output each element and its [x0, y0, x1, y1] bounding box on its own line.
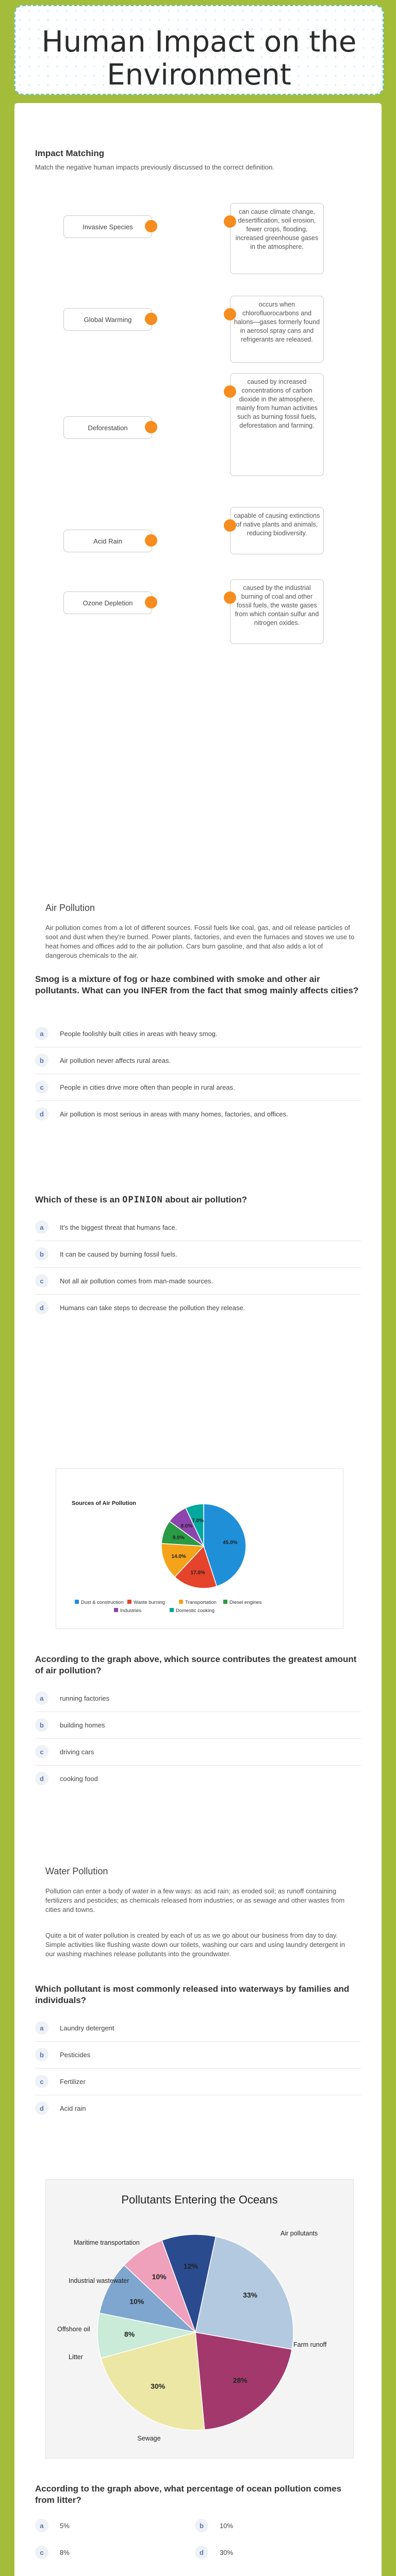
option-text: driving cars — [60, 1748, 94, 1756]
option-letter: b — [35, 1247, 48, 1261]
match-definition[interactable]: can cause climate change, desertification, soil erosion, fewer crops, flooding, increased greenhouse gases in the atmosphere. — [230, 203, 324, 274]
option-letter: c — [35, 1745, 48, 1758]
q2-question — [35, 1194, 361, 1206]
answer-option-a[interactable] — [35, 2514, 185, 2537]
legend-swatch — [170, 1608, 174, 1612]
answer-option-a[interactable] — [35, 1687, 355, 1709]
option-divider — [35, 1294, 361, 1295]
answer-option-b[interactable] — [35, 1243, 355, 1265]
answer-option-d[interactable] — [35, 1103, 355, 1125]
slice-value-label: 12% — [184, 2262, 199, 2270]
answer-option-d[interactable] — [35, 2097, 355, 2120]
option-text: 5% — [60, 2521, 70, 2530]
option-letter: d — [35, 1301, 48, 1314]
option-divider — [35, 2068, 361, 2069]
q5-question: According to the graph above, what percentage of ocean pollution comes from litter? — [35, 2484, 342, 2505]
category-label: Offshore oil — [57, 2326, 90, 2333]
slice-value-label: 8% — [124, 2330, 135, 2338]
option-letter: c — [35, 1274, 48, 1287]
match-term[interactable] — [63, 308, 152, 331]
option-letter: a — [35, 1027, 48, 1040]
water-heading: Water Pollution — [45, 1866, 108, 1876]
option-text: It can be caused by burning fossil fuels. — [60, 1250, 177, 1258]
match-definition-connector-dot[interactable] — [224, 215, 236, 228]
match-definition-connector-dot[interactable] — [224, 385, 236, 398]
option-text: building homes — [60, 1721, 105, 1729]
answer-option-c[interactable] — [35, 1076, 355, 1098]
category-label: Farm runoff — [293, 2341, 327, 2348]
option-text: running factories — [60, 1694, 110, 1702]
slice-value-label: 45.0% — [223, 1539, 238, 1546]
match-definition[interactable]: caused by the industrial burning of coal and other fossil fuels, the waste gases from which contain sulfur and nitrogen oxides. — [230, 579, 324, 644]
slice-value-label: 17.0% — [190, 1570, 205, 1576]
matching-instructions: Match the negative human impacts previously discussed to the correct definition. — [35, 163, 274, 171]
match-definition[interactable]: capable of causing extinctions of native plants and animals, reducing biodiversity. — [230, 507, 324, 554]
match-term-connector-dot[interactable] — [145, 421, 157, 433]
option-letter: a — [35, 2021, 48, 2035]
category-label: Sewage — [137, 2435, 161, 2442]
match-term-label: Ozone Depletion — [82, 599, 133, 607]
option-divider — [35, 2041, 361, 2042]
q1-question: Smog is a mixture of fog or haze combined with smoke and other air pollutants. What can you INFER from the fact that smog mainly affects cities? — [35, 974, 359, 995]
match-definition-connector-dot[interactable] — [224, 591, 236, 604]
legend-label: Domestic cooking — [176, 1608, 214, 1614]
air-pollution-chart — [56, 1468, 343, 1629]
option-divider — [35, 1765, 361, 1766]
option-text: Fertilizer — [60, 2077, 86, 2086]
match-term-label: Acid Rain — [93, 537, 122, 545]
option-letter: b — [35, 2048, 48, 2061]
legend-swatch — [127, 1600, 131, 1604]
option-letter: c — [35, 2075, 48, 2088]
option-text: People foolishly built cities in areas with heavy smog. — [60, 1029, 218, 1038]
water-body-2: Quite a bit of water pollution is created by each of us as we go about our business from day to day. Simple activities like flushing waste down our toilets, washing our cars and using laundry detergent in our washing machines release pollutants into the groundwater. — [45, 1931, 345, 1958]
matching-heading: Impact Matching — [35, 148, 105, 158]
match-definition[interactable]: caused by increased concentrations of carbon dioxide in the atmosphere, mainly from human activities such as burning fossil fuels, deforestation and farming. — [230, 373, 324, 476]
legend-swatch — [223, 1600, 227, 1604]
option-letter: d — [35, 1107, 48, 1121]
slice-value-label: 14.0% — [171, 1554, 186, 1560]
air-body: Air pollution comes from a lot of different sources. Fossil fuels like coal, gas, and oil release particles of soot and dust when they're burned. Power plants, factories, and even the furnaces and stoves we use to heat homes and offices add to the air pollution. Cars burn gasoline, and that also adds a lot of dangerous chemicals to the air. — [45, 924, 355, 959]
option-text: Air pollution is most serious in areas with many homes, factories, and offices. — [60, 1110, 288, 1118]
answer-option-c[interactable] — [35, 1740, 355, 1763]
option-letter: a — [35, 1691, 48, 1705]
answer-option-d[interactable] — [35, 1767, 355, 1790]
option-letter: d — [35, 2102, 48, 2115]
option-text: People in cities drive more often than people in rural areas. — [60, 1083, 235, 1091]
legend-label: Transportation — [185, 1600, 217, 1605]
option-text: Air pollution never affects rural areas. — [60, 1056, 171, 1064]
q2-question-emphasis: OPINION — [122, 1195, 163, 1205]
answer-option-b[interactable] — [35, 1049, 355, 1072]
option-letter: a — [35, 2519, 48, 2532]
option-letter: b — [35, 1054, 48, 1067]
answer-option-c[interactable] — [35, 1269, 355, 1292]
match-term-label: Invasive Species — [82, 223, 133, 231]
option-text: 10% — [220, 2521, 234, 2530]
option-letter: c — [35, 1080, 48, 1094]
option-text: Pesticides — [60, 2050, 91, 2059]
answer-option-a[interactable] — [35, 2016, 355, 2039]
slice-value-label: 9.0% — [172, 1535, 185, 1541]
slice-value-label: 33% — [243, 2291, 258, 2299]
ocean-pollutants-chart — [45, 2179, 354, 2459]
option-letter: d — [35, 1772, 48, 1785]
option-letter: c — [35, 2546, 48, 2559]
title-card — [14, 5, 384, 95]
option-letter: d — [195, 2546, 208, 2559]
legend-swatch — [114, 1608, 118, 1612]
match-term-connector-dot[interactable] — [145, 313, 157, 325]
answer-option-a[interactable] — [35, 1216, 355, 1239]
answer-option-b[interactable] — [35, 2043, 355, 2066]
match-term[interactable] — [63, 215, 152, 238]
match-term[interactable] — [63, 416, 152, 439]
option-text: Humans can take steps to decrease the pollution they release. — [60, 1303, 245, 1312]
match-term[interactable] — [63, 530, 152, 552]
page-title: Human Impact on the Environment — [41, 25, 357, 92]
match-term-label: Deforestation — [88, 423, 128, 432]
option-text: It's the biggest threat that humans face. — [60, 1223, 177, 1231]
legend-label: Waste burning — [134, 1600, 165, 1605]
option-text: 8% — [60, 2548, 70, 2556]
legend-label: Diesel engines — [229, 1600, 262, 1605]
slice-value-label: 10% — [152, 2273, 167, 2281]
q4-question: Which pollutant is most commonly released into waterways by families and individuals? — [35, 1984, 350, 2005]
answer-option-d[interactable] — [195, 2541, 344, 2564]
answer-option-d[interactable] — [35, 1296, 355, 1319]
q3-question: According to the graph above, which source contributes the greatest amount of air pollution? — [35, 1654, 357, 1675]
legend-label: Industries — [120, 1608, 142, 1614]
slice-value-label: 10% — [129, 2297, 144, 2306]
legend-label: Dust & construction — [81, 1600, 124, 1605]
option-divider — [35, 1267, 361, 1268]
option-text: cooking food — [60, 1774, 98, 1783]
match-definition-connector-dot[interactable] — [224, 519, 236, 532]
slice-value-label: 28% — [233, 2376, 248, 2385]
option-letter: b — [35, 1718, 48, 1732]
answer-option-a[interactable] — [35, 1022, 355, 1045]
water-body-1: Pollution can enter a body of water in a few ways: as acid rain; as eroded soil; as runoff containing fertilizers and pesticides; as chemicals released from industries; or as sewage and other wastes from cities and towns. — [45, 1887, 345, 1913]
match-term-connector-dot[interactable] — [145, 220, 157, 232]
option-letter: a — [35, 1221, 48, 1234]
match-term[interactable] — [63, 591, 152, 614]
option-text: 30% — [220, 2548, 234, 2556]
slice-value-label: 8.0% — [180, 1523, 193, 1529]
legend-swatch — [75, 1600, 79, 1604]
answer-option-b[interactable] — [195, 2514, 344, 2537]
slice-value-label: 7.0% — [192, 1518, 204, 1524]
air-pollution-pie-svg — [56, 1469, 343, 1629]
answer-option-c[interactable] — [35, 2070, 355, 2093]
match-term-connector-dot[interactable] — [145, 534, 157, 547]
legend-swatch — [179, 1600, 183, 1604]
ocean-pollutants-pie-svg — [46, 2180, 353, 2458]
option-divider — [35, 1711, 361, 1712]
answer-option-c[interactable] — [35, 2541, 185, 2564]
match-definition[interactable]: occurs when chlorofluorocarbons and halons—gases formerly found in aerosol spray cans and refrigerants are released. — [230, 296, 324, 363]
worksheet-page — [14, 103, 382, 2576]
chart-title: Sources of Air Pollution — [72, 1500, 136, 1506]
slice-value-label: 30% — [151, 2382, 166, 2391]
match-term-label: Global Warming — [84, 315, 132, 324]
category-label: Air pollutants — [280, 2230, 318, 2237]
category-label: Maritime transportation — [74, 2239, 140, 2246]
option-text: Laundry detergent — [60, 2024, 114, 2032]
option-text: Not all air pollution comes from man-made sources. — [60, 1277, 213, 1285]
chart-title: Pollutants Entering the Oceans — [121, 2193, 278, 2206]
air-heading: Air Pollution — [45, 903, 95, 913]
category-label: Litter — [69, 2353, 83, 2361]
q2-question-post: about air pollution? — [162, 1195, 248, 1205]
option-letter: b — [195, 2519, 208, 2532]
answer-option-b[interactable] — [35, 1714, 355, 1736]
option-text: Acid rain — [60, 2104, 86, 2112]
match-term-connector-dot[interactable] — [145, 596, 157, 608]
option-divider — [35, 1100, 361, 1101]
category-label: Industrial wastewater — [69, 2277, 129, 2284]
option-divider — [35, 1738, 361, 1739]
match-definition-connector-dot[interactable] — [224, 308, 236, 320]
q2-question-pre: Which of these is an — [35, 1195, 123, 1205]
